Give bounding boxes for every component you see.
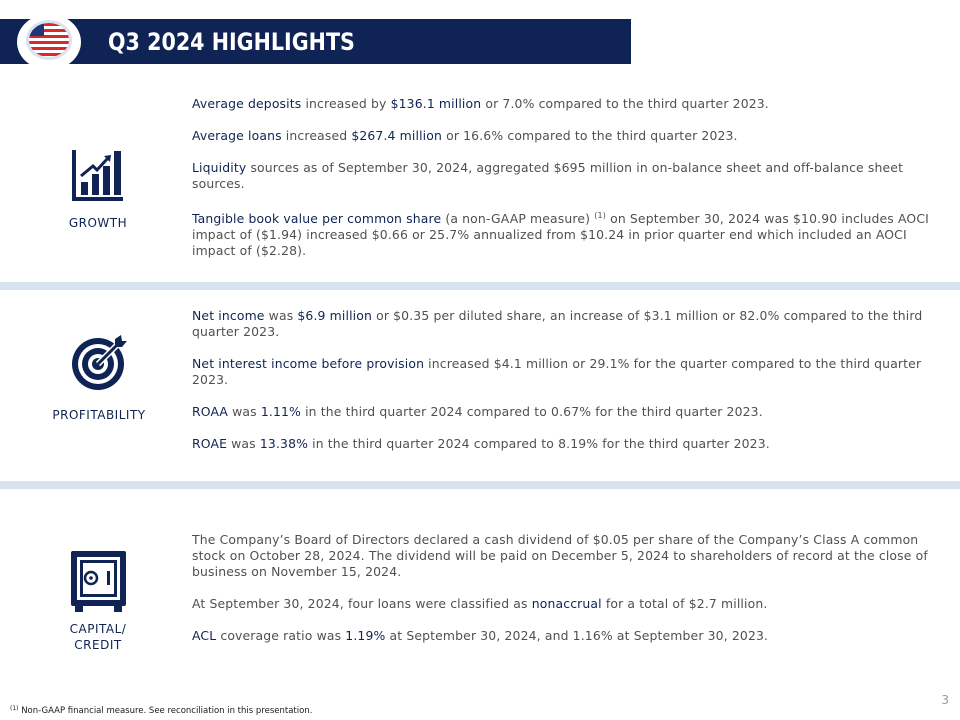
highlight-text: $136.1 million xyxy=(390,96,482,111)
capital-text xyxy=(192,532,942,660)
highlight-text: ACL xyxy=(192,628,217,643)
profitability-paragraph-roae: ROAE was 13.38% in the third quarter 2024 compared to 8.19% for the third quarter 2023. xyxy=(192,436,770,451)
capital-paragraph-acl: ACL coverage ratio was 1.19% at September 30, 2024, and 1.16% at September 30, 2023. xyxy=(192,628,769,643)
page-number: 3 xyxy=(941,693,949,707)
flag-circle-logo-icon xyxy=(17,14,81,70)
target-icon xyxy=(69,333,129,393)
growth-chart-icon xyxy=(71,148,125,202)
safe-icon xyxy=(70,550,127,612)
section-label-capital-credit: CAPITAL/ CREDIT xyxy=(69,622,127,652)
highlight-text: ROAE xyxy=(192,436,228,451)
profitability-text xyxy=(192,308,942,468)
highlight-text: Average deposits xyxy=(192,96,302,111)
highlight-text: ROAA xyxy=(192,404,229,419)
profitability-paragraph-net-income: Net income was $6.9 million or $0.35 per diluted share, an increase of $3.1 million or 82.0% compared to the third quarter 2023. xyxy=(192,308,923,339)
footnote: $^{(1)}$ Non-GAAP financial measure. See reconciliation in this presentation. xyxy=(10,705,313,716)
highlight-text: Net interest income before provision xyxy=(192,356,425,371)
highlight-text: $6.9 million xyxy=(297,308,372,323)
highlight-text: 1.19% xyxy=(345,628,386,643)
section-divider xyxy=(0,282,960,290)
section-label-profitability: PROFITABILITY xyxy=(52,408,146,422)
page-title: Q3 2024 HIGHLIGHTS xyxy=(108,28,355,56)
highlight-text: 13.38% xyxy=(259,436,309,451)
highlight-text: nonaccrual xyxy=(531,596,602,611)
highlight-text: Net income xyxy=(192,308,265,323)
profitability-paragraph-roaa: ROAA was 1.11% in the third quarter 2024 compared to 0.67% for the third quarter 2023. xyxy=(192,404,763,419)
capital-paragraph-dividend: The Company’s Board of Directors declared a cash dividend of $0.05 per share of the Company’s Class A common stock on October 28, 2024. The dividend will be paid on December 5, 2024 to shareholders of record at the close of business on November 15, 2024. xyxy=(192,532,928,579)
highlight-text: 1.11% xyxy=(260,404,301,419)
highlight-text: Average loans xyxy=(192,128,282,143)
footnote-marker: (1) xyxy=(594,211,606,220)
highlight-text: $267.4 million xyxy=(351,128,442,143)
growth-paragraph-tbv: Tangible book value per common share (a non-GAAP measure) $^{(1)}$ on September 30, 2024 was $10.90 includes AOCI impact of ($1.94) increased $0.66 or 25.7% annualized from $10.24 in prior quarter end which included an AOCI impact of ($2.28). xyxy=(192,211,929,258)
profitability-paragraph-nii: Net interest income before provision increased $4.1 million or 29.1% for the quarter compared to the third quarter 2023. xyxy=(192,356,922,387)
growth-text xyxy=(192,96,942,275)
section-label-growth: GROWTH xyxy=(68,216,128,230)
highlight-text: Tangible book value per common share xyxy=(192,211,442,226)
growth-paragraph-liquidity: Liquidity sources as of September 30, 2024, aggregated $695 million in on-balance sheet and off-balance sheet sources. xyxy=(192,160,904,191)
growth-paragraph-deposits: Average deposits increased by $136.1 million or 7.0% compared to the third quarter 2023. xyxy=(192,96,769,111)
section-divider xyxy=(0,481,960,489)
growth-paragraph-loans: Average loans increased $267.4 million or 16.6% compared to the third quarter 2023. xyxy=(192,128,738,143)
capital-paragraph-nonaccrual: At September 30, 2024, four loans were classified as nonaccrual for a total of $2.7 million. xyxy=(192,596,768,611)
highlight-text: Liquidity xyxy=(192,160,247,175)
